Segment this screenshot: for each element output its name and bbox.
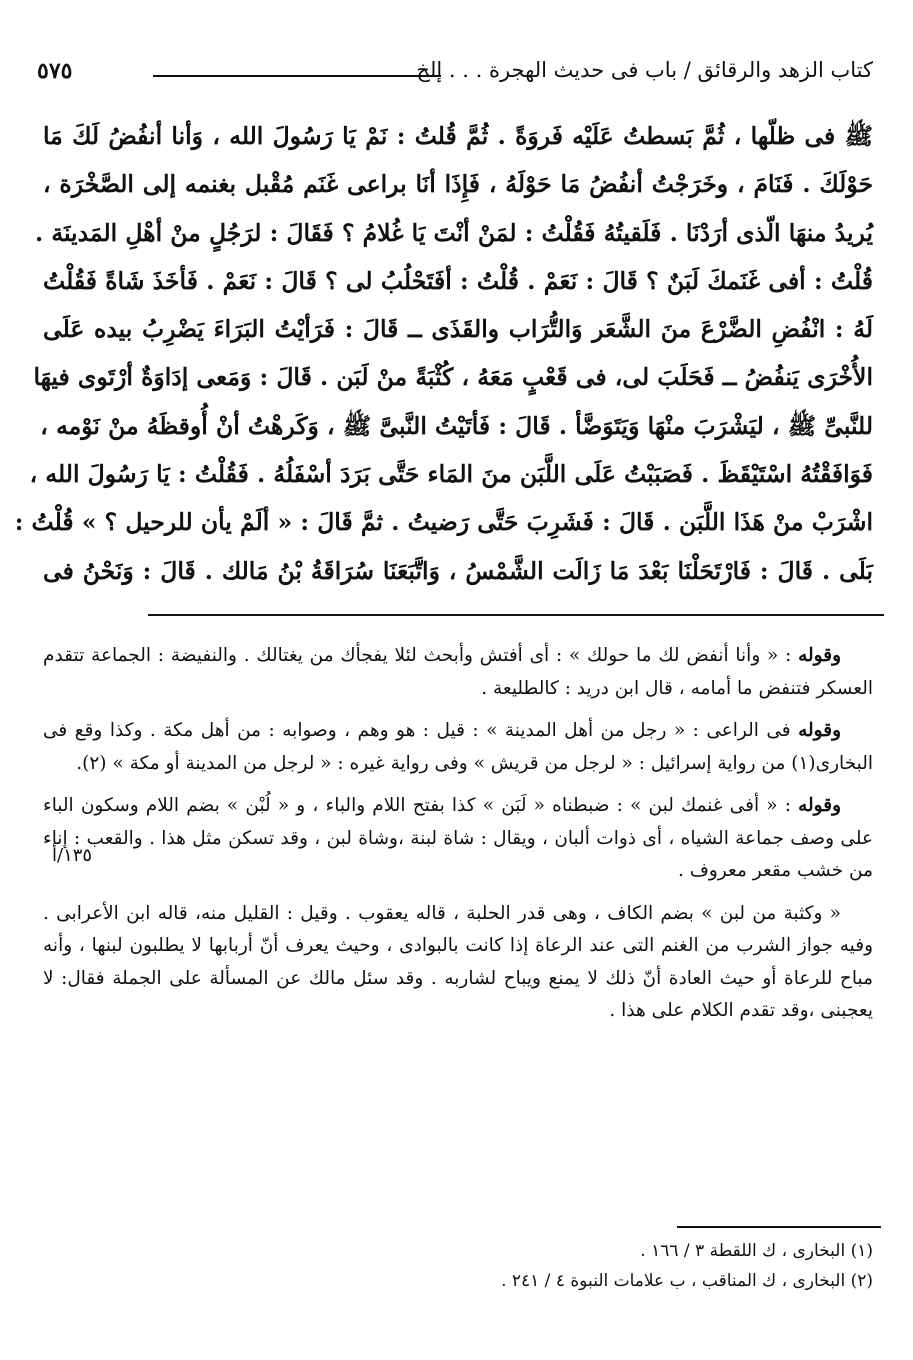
hadith-line: الأُخْرَى يَنفُضُ ــ فَحَلَبَ لى، فى قَعْبٍ مَعَهُ ، كُثْبَةً منْ لَبَن . قَالَ : وَمَعى إدَاوَةٌ أرْتَوى فيهَا [33,363,873,392]
footnote-item: (١) البخارى ، ك اللقطة ٣ / ١٦٦ . [640,1241,873,1261]
running-title: كتاب الزهد والرقائق / باب فى حديث الهجرة . . . إلخ [416,58,873,82]
commentary-lead: وقوله [798,795,841,816]
commentary-paragraph [43,898,873,1028]
commentary-paragraph [43,640,873,705]
hadith-line: يُريدُ منهَا الّذى أرَدْنَا . فَلَقيتُهُ فَقُلْتُ : لمَنْ أنْتَ يَا غُلامُ ؟ فَقَالَ : لرَجُلٍ منْ أهْلِ المَدينَة . [35,218,873,247]
commentary-divider [148,614,884,616]
footnote-item: (٢) البخارى ، ك المناقب ، ب علامات النبوة ٤ / ٢٤١ . [501,1271,873,1291]
hadith-line: اشْرَبْ منْ هَذَا اللَّبَن . قَالَ : فَشَرِبَ حَتَّى رَضيتُ . ثمَّ قَالَ : « ألَمْ يأن للرحيل ؟ » قُلْتُ : [14,508,873,537]
manuscript-folio-note: ١٣٥/أ [52,845,93,866]
hadith-line: قُلْتُ : أفى غَنَمكَ لَبَنٌ ؟ قَالَ : نَعَمْ . قُلْتُ : أفَتَحْلُبُ لى ؟ قَالَ : نَعَمْ . فَأخَذَ شَاةً فَقُلْتُ [43,266,873,295]
commentary-lead: وقوله [798,645,841,666]
commentary-text: « وكثبة من لبن » بضم الكاف ، وهى قدر الحلبة ، قاله يعقوب . وقيل : القليل منه، قاله ابن الأعرابى . وفيه جواز الشرب من الغنم التى عند الرعاة إذا كانت بالبوادى ، وحيث يعرف أنّ أربابها لا يطلبون لبنها ، وأنه مباح للرعاة أو حيث العادة أنّ ذلك لا يمنع ويباح لشاربه . وقد سئل مالك عن المسألة على الجملة فقال: لا يعجبنى ،وقد تقدم الكلام على هذا . [43,902,873,1021]
commentary-paragraph [43,715,873,780]
commentary-text: فى الراعى : « رجل من أهل المدينة » : قيل : هو وهم ، وصوابه : من أهل مكة . وكذا وقع فى البخارى(١) من رواية إسرائيل : « لرجل من قريش » وفى رواية غيره : « لرجل من المدينة أو مكة » (٢). [43,720,873,774]
hadith-line: بَلَى . قَالَ : فَارْتَحَلْنَا بَعْدَ مَا زَالَت الشَّمْسُ ، وَاتَّبَعَنَا سُرَاقَةُ بْنُ مَالك . قَالَ : وَنَحْنُ فى [43,556,873,585]
hadith-line: لَهُ : انْفُضِ الضَّرْعَ منَ الشَّعَر وَالتُّرَاب والقَذَى ــ قَالَ : فَرَأيْتُ البَرَاءَ يَضْرِبُ بيده عَلَى [43,315,873,344]
running-header [37,58,873,92]
footnote-divider [677,1226,881,1228]
commentary-paragraph [43,790,873,888]
footnotes [43,1236,873,1296]
hadith-line: حَوْلَكَ . فَنَامَ ، وخَرَجْتُ أنفُضُ مَا حَوْلَهُ ، فَإِذَا أنَا براعى غَنَم مُقْبل بغنمه إلى الصَّخْرَة ، [43,170,873,199]
hadith-text [14,112,873,595]
hadith-line: فَوَافَقْتُهُ اسْتَيْقَظَ . فَصَبَبْتُ عَلَى اللَّبَن منَ المَاء حَتَّى بَرَدَ أسْفَلُهُ . فَقُلْتُ : يَا رَسُولَ الله ، [29,460,873,489]
commentary-lead: وقوله [798,720,841,741]
hadith-line: للنَّبىِّ ﷺ ، ليَشْرَبَ منْهَا وَيَتَوَضَّأ . قَالَ : فَأتَيْتُ النَّبىَّ ﷺ ، وَكَرهْتُ أنْ أُوقظَهُ منْ نَوْمه ، [40,411,873,440]
commentary-section [43,640,873,1038]
header-rule [153,75,441,77]
page-number: ٥٧٥ [37,58,73,84]
hadith-line: ﷺ فى ظلّها ، ثُمَّ بَسطتُ عَلَيْه فَروَةً . ثُمَّ قُلتُ : نَمْ يَا رَسُولَ الله ، وَأنا أنفُضُ لَكَ مَا [43,122,873,150]
commentary-text: : « أفى غنمك لبن » : ضبطناه « لَبَن » كذا بفتح اللام والباء ، و « لُبْن » بضم اللام وسكون الباء على وصف جماعة الشياه ، أى ذوات ألبان ، ويقال : شاة لبنة ،وشاة لبن ، وقد تسكن مثل هذا . والقعب : إناء من خشب مقعر معروف . [43,795,873,881]
commentary-text: : « وأنا أنفض لك ما حولك » : أى أفتش وأبحث لئلا يفجأك من يغتالك . والنفيضة : الجماعة تتقدم العسكر فتنفض ما أمامه ، قال ابن دريد : كالطليعة . [43,645,873,699]
